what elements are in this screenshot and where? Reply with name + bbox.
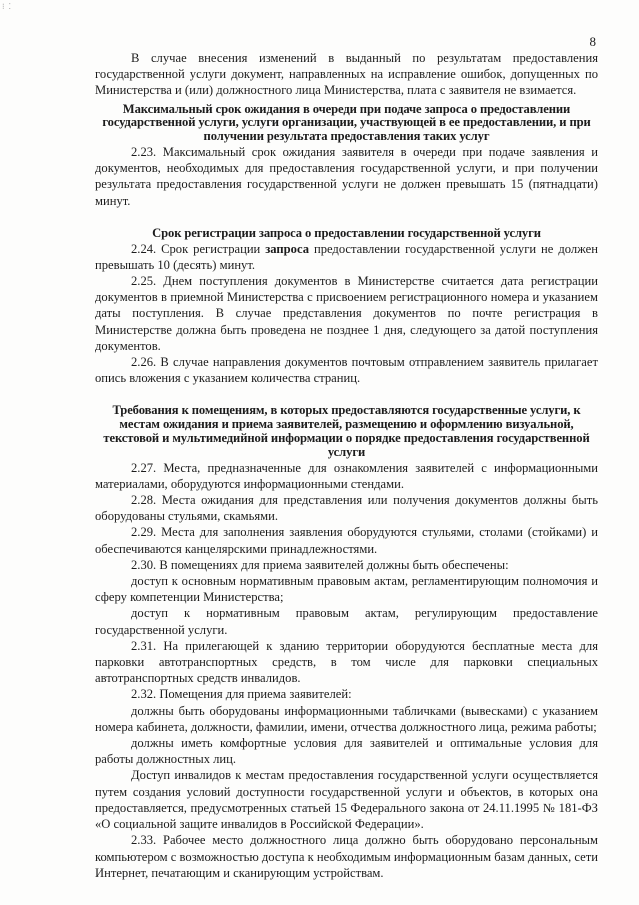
paragraph-2-27: 2.27. Места, предназначенные для ознакомления заявителей с информационными материалами, оборудуются информационными стендами. [95,460,598,491]
paragraph-2-28: 2.28. Места ожидания для представления или получения документов должны быть оборудованы стульями, скамьями. [95,493,598,524]
document-body [95,50,598,881]
paragraph-intro: В случае внесения изменений в выданный по результатам предоставления государственной услуги документ, направленных на исправление ошибок, допущенных по Министерства и (или) должностного лица Министерства, плата с заявителя не взимается. [95,51,598,98]
paragraph-2-30: 2.30. В помещениях для приема заявителей должны быть обеспечены: [131,557,509,572]
paragraph-2-29: 2.29. Места для заполнения заявления оборудуются стульями, столами (стойками) и обеспечиваются канцелярскими принадлежностями. [95,525,598,556]
paragraph-2-30-item-b: доступ к нормативным правовым актам, регулирующим предоставление государственной услуги. [95,606,598,637]
paragraph-2-24-start: 2.24. Срок регистрации [131,241,266,256]
paragraph-2-24-bold-word: запроса [265,241,310,256]
heading-registration-term: Срок регистрации запроса о предоставлении государственной услуги [152,225,541,240]
paragraph-2-23: 2.23. Максимальный срок ожидания заявителя в очереди при подаче заявления и документов, необходимых для предоставления государственной услуги, и при получении результата предоставления государственной услуги не должен превышать 15 (пятнадцати) минут. [95,145,598,208]
paragraph-2-24-end: предоставлении государственной услуги не должен превышать 10 (десять) минут. [95,241,599,272]
page-number: 8 [589,34,596,49]
heading-premises-requirements: Требования к помещениям, в которых предоставляются государственные услуги, к местам ожидания и приема заявителей, размещению и оформлению визуальной, текстовой и мультимедийной информации о порядке предоставления государственной услуги [103,403,590,459]
paragraph-disabled-access: Доступ инвалидов к местам предоставления государственной услуги осуществляется путем создания условий доступности государственной услуги и объектов, в которых она предоставляется, предусмотренных статьей 15 Федерального закона от 24.11.1995 № 181-ФЗ «О социальной защите инвалидов в Российской Федерации». [95,768,598,832]
paragraph-2-24 [95,241,598,273]
paragraph-2-33: 2.33. Рабочее место должностного лица должно быть оборудовано персональным компьютером с возможностью доступа к необходимым информационным базам данных, сети Интернет, печатающим и сканирующим устройствам. [95,833,599,880]
heading-max-wait-time: Максимальный срок ожидания в очереди при подаче запроса о предоставлении государственной услуги, услуги организации, участвующей в ее предоставлении, и при получении результата предоставления таких услуг [102,101,591,144]
paragraph-2-32-item-a: должны быть оборудованы информационными табличками (вывесками) с указанием номера кабинета, должности, фамилии, имени, отчества должностного лица, режима работы; [95,703,598,734]
scan-artifact: ⁝ ⁚ [2,2,13,11]
paragraph-2-31: 2.31. На прилегающей к зданию территории оборудуются бесплатные места для парковки автотранспортных средств, в том числе для парковки специальных автотранспортных средств инвалидов. [95,638,598,686]
paragraph-2-30-item-a: доступ к основным нормативным правовым актам, регламентирующим полномочия и сферу компетенции Министерства; [95,574,598,605]
paragraph-2-25: 2.25. Днем поступления документов в Министерстве считается дата регистрации документов в приемной Министерства с присвоением регистрационного номера и указанием даты поступления. В случае представления документов по почте регистрация в Министерстве должна быть проведена не позднее 1 дня, следующего за датой поступления документов. [95,274,598,353]
paragraph-2-32: 2.32. Помещения для приема заявителей: [131,687,352,702]
paragraph-2-26: 2.26. В случае направления документов почтовым отправлением заявитель прилагает опись вложения с указанием количества страниц. [95,355,598,386]
paragraph-2-32-item-b: должны иметь комфортные условия для заявителей и оптимальные условия для работы должностных лиц. [95,736,598,767]
